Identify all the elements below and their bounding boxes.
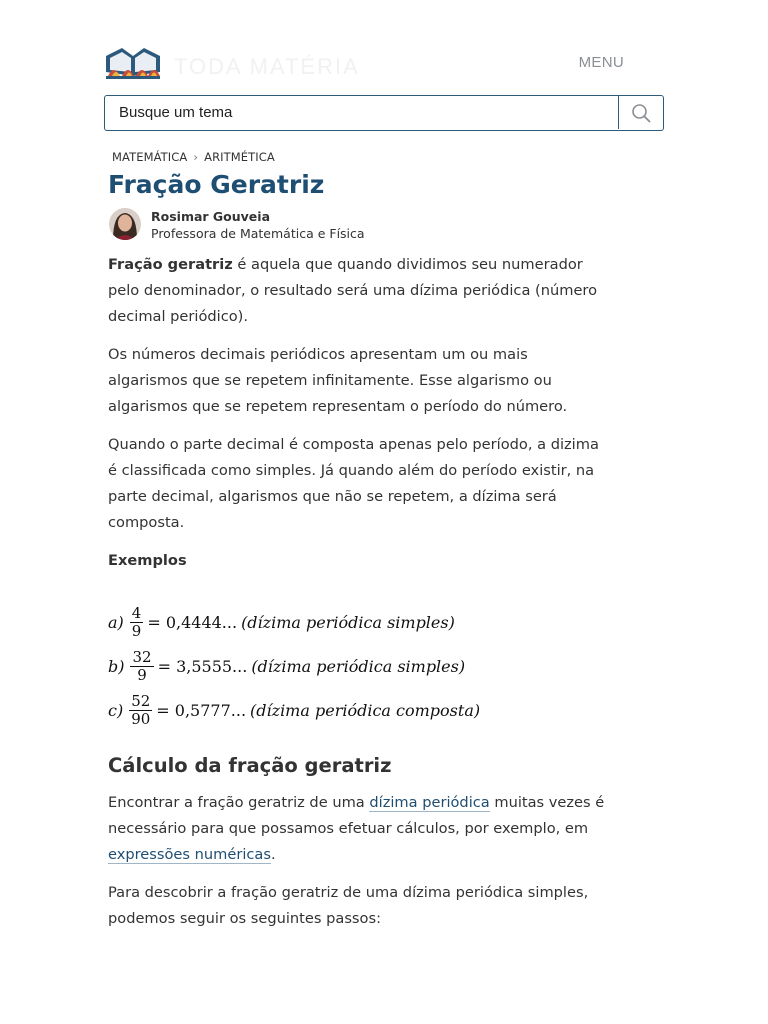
paragraph-calculation bbox=[108, 790, 608, 868]
breadcrumb-separator: › bbox=[193, 150, 199, 164]
logo-text: TODA MATÉRIA bbox=[174, 54, 360, 79]
term-bold: Fração geratriz bbox=[108, 256, 233, 273]
fraction bbox=[130, 605, 144, 640]
author-photo bbox=[109, 208, 141, 240]
paragraph-periodic: Os números decimais periódicos apresentam um ou mais algarismos que se repetem infinitamente. Esse algarismo ou algarismos que se repetem representam o período do número. bbox=[108, 346, 568, 415]
numerator: 4 bbox=[131, 603, 142, 622]
paragraph-intro bbox=[108, 252, 608, 330]
search-input[interactable] bbox=[105, 96, 619, 129]
search-button[interactable] bbox=[618, 96, 663, 129]
example-note: (dízima periódica simples) bbox=[251, 656, 466, 676]
example-result: = 0,4444... bbox=[147, 612, 238, 632]
text-segment: . bbox=[270, 846, 276, 863]
link-expressoes-numericas[interactable]: expressões numéricas bbox=[108, 846, 271, 863]
numerator: 32 bbox=[132, 647, 152, 666]
example-note: (dízima periódica simples) bbox=[241, 612, 455, 632]
denominator: 90 bbox=[131, 709, 151, 728]
text-segment: Encontrar a fração geratriz de uma bbox=[108, 794, 370, 811]
numerator: 52 bbox=[131, 691, 151, 710]
example-letter: c) bbox=[108, 700, 124, 720]
paragraph-steps-intro: Para descobrir a fração geratriz de uma dízima periódica simples, podemos seguir os seguintes passos: bbox=[108, 884, 589, 927]
denominator: 9 bbox=[137, 665, 147, 684]
example-result: = 3,5555... bbox=[157, 656, 248, 676]
site-logo[interactable] bbox=[104, 46, 162, 80]
author-role: Professora de Matemática e Física bbox=[151, 226, 365, 241]
denominator: 9 bbox=[131, 621, 142, 640]
text-segment: muitas vezes é necessário para que possamos efetuar cálculos, por exemplo, em bbox=[108, 794, 605, 837]
book-logo-icon bbox=[104, 46, 162, 80]
breadcrumb-item-matematica[interactable]: MATEMÁTICA bbox=[112, 150, 188, 164]
example-letter: b) bbox=[108, 656, 125, 676]
section-heading: Cálculo da fração geratriz bbox=[108, 754, 392, 777]
breadcrumb bbox=[112, 150, 275, 164]
examples-label: Exemplos bbox=[108, 552, 187, 569]
link-dizima-periodica[interactable]: dízima periódica bbox=[369, 794, 490, 811]
breadcrumb-item-aritmetica[interactable]: ARITMÉTICA bbox=[204, 150, 275, 164]
example-letter: a) bbox=[108, 612, 124, 632]
search-bar bbox=[104, 95, 664, 131]
fraction bbox=[129, 693, 152, 728]
paragraph-simple-composite: Quando o parte decimal é composta apenas pelo período, a dizima é classificada como simples. Já quando além do período existir, na parte decimal, algarismos que não se repetem, a dízima será composta. bbox=[108, 436, 599, 531]
fraction bbox=[130, 649, 153, 684]
paragraph-intro-text: é aquela que quando dividimos seu numerador pelo denominador, o resultado será uma dízima periódica (número decimal periódico). bbox=[108, 256, 598, 325]
author-name[interactable]: Rosimar Gouveia bbox=[151, 209, 271, 224]
page-title: Fração Geratriz bbox=[108, 170, 325, 199]
search-icon bbox=[631, 103, 651, 123]
example-result: = 0,5777... bbox=[156, 700, 247, 720]
menu-button[interactable]: MENU bbox=[578, 54, 624, 71]
author-avatar[interactable] bbox=[109, 208, 141, 240]
site-header bbox=[104, 44, 664, 84]
example-note: (dízima periódica composta) bbox=[250, 700, 481, 720]
